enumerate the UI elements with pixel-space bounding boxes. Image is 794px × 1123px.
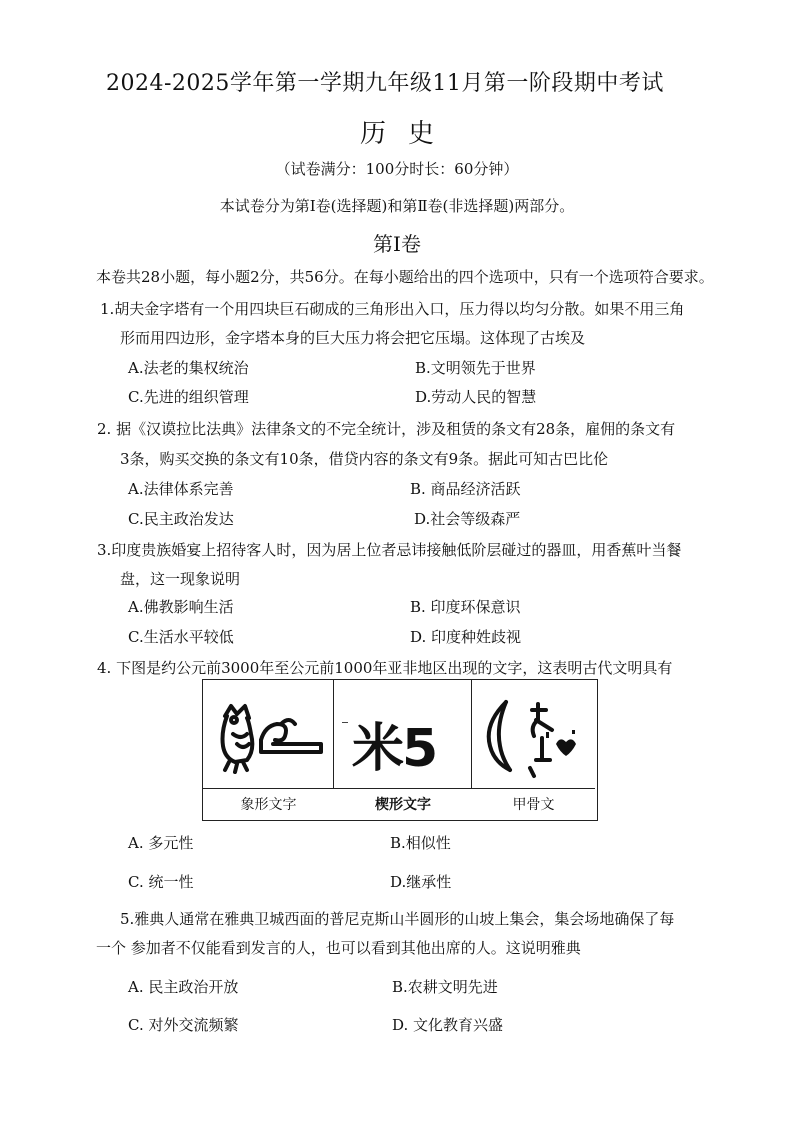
question-3-option-c: C.生活水平较低 xyxy=(128,628,234,646)
question-1-line-2: 形而用四边形，金字塔本身的巨大压力将会把它压塌。这体现了古埃及 xyxy=(120,329,586,347)
question-1-option-c: C.先进的组织管理 xyxy=(128,388,249,406)
hieroglyph-owl-icon xyxy=(203,680,334,788)
hieroglyph-image xyxy=(203,680,334,788)
exam-title: 2024-2025学年第一学期九年级11月第一阶段期中考试 xyxy=(106,71,664,96)
oracle-bone-image xyxy=(472,680,595,788)
question-4-line-1: 4. 下图是约公元前3000年至公元前1000年亚非地区出现的文字，这表明古代文明具有 xyxy=(97,659,673,677)
question-1-option-d: D.劳动人民的智慧 xyxy=(415,388,537,406)
question-1-line-1: 1.胡夫金字塔有一个用四块巨石砌成的三角形出入口，压力得以均匀分散。如果不用三角 xyxy=(100,300,685,318)
question-2-line-2: 3条，购买交换的条文有10条，借贷内容的条文有9条。据此可知古巴比伦 xyxy=(120,450,609,468)
question-5-option-c: C. 对外交流频繁 xyxy=(128,1016,239,1034)
question-4-option-a: A. 多元性 xyxy=(128,834,194,852)
cuneiform-image xyxy=(334,680,472,788)
caption-hieroglyphs: 象形文字 xyxy=(203,788,334,818)
question-1-option-b: B.文明领先于世界 xyxy=(415,359,536,377)
question-1-option-a: A.法老的集权统治 xyxy=(128,359,249,377)
question-5-option-d: D. 文化教育兴盛 xyxy=(392,1016,504,1034)
question-3-option-d: D. 印度种姓歧视 xyxy=(410,628,522,646)
subject-title: 历史 xyxy=(359,119,456,149)
question-2-option-a: A.法律体系完善 xyxy=(128,480,234,498)
paper-structure: 本试卷分为第Ⅰ卷(选择题)和第Ⅱ卷(非选择题)两部分。 xyxy=(219,197,575,215)
question-2-option-c: C.民主政治发达 xyxy=(128,510,234,528)
question-2-option-b: B. 商品经济活跃 xyxy=(410,480,521,498)
caption-oracle-bone: 甲骨文 xyxy=(472,788,595,818)
question-2-line-1: 2. 据《汉谟拉比法典》法律条文的不完全统计，涉及租赁的条文有28条，雇佣的条文有 xyxy=(97,420,676,438)
question-2-option-d: D.社会等级森严 xyxy=(414,510,521,528)
ancient-scripts-table xyxy=(202,679,598,821)
question-4-option-d: D.继承性 xyxy=(390,873,452,891)
oracle-bone-glyph-icon xyxy=(472,680,595,788)
cuneiform-glyphs: 米5 xyxy=(352,719,437,779)
exam-info: （试卷满分：100分时长：60分钟） xyxy=(275,160,519,178)
cuneiform-mark xyxy=(342,722,348,723)
question-4-option-c: C. 统一性 xyxy=(128,873,194,891)
question-5-option-a: A. 民主政治开放 xyxy=(128,978,239,996)
section-title: 第Ⅰ卷 xyxy=(373,232,421,256)
question-3-line-1: 3.印度贵族婚宴上招待客人时，因为居上位者忌讳接触低阶层碰过的器皿，用香蕉叶当餐 xyxy=(97,541,682,559)
question-5-line-2: 一个 参加者不仅能看到发言的人，也可以看到其他出席的人。这说明雅典 xyxy=(96,939,581,957)
question-3-option-b: B. 印度环保意识 xyxy=(410,598,521,616)
question-5-line-1: 5.雅典人通常在雅典卫城西面的普尼克斯山半圆形的山坡上集会，集会场地确保了每 xyxy=(120,910,675,928)
question-4-option-b: B.相似性 xyxy=(390,834,451,852)
question-3-option-a: A.佛教影响生活 xyxy=(128,598,234,616)
section-instructions: 本卷共28小题，每小题2分，共56分。在每小题给出的四个选项中，只有一个选项符合要求。 xyxy=(96,268,714,286)
question-5-option-b: B.农耕文明先进 xyxy=(392,978,498,996)
caption-cuneiform: 楔形文字 xyxy=(334,788,472,818)
question-3-line-2: 盘，这一现象说明 xyxy=(120,570,241,588)
